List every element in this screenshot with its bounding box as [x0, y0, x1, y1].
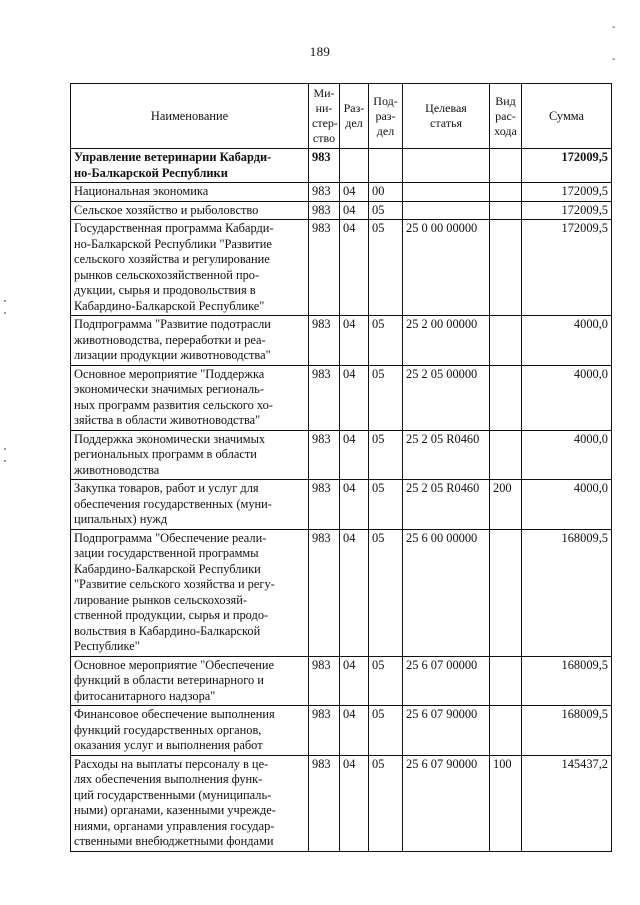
cell-ministry: 983 [309, 706, 340, 756]
cell-sum: 4000,0 [522, 480, 612, 530]
table-row [71, 706, 612, 756]
cell-subsection: 05 [369, 529, 403, 656]
cell-expense-type: 100 [490, 755, 522, 851]
cell-section: 04 [340, 430, 369, 480]
cell-section: 04 [340, 755, 369, 851]
cell-ministry: 983 [309, 316, 340, 366]
cell-target-article: 25 6 07 00000 [403, 656, 490, 706]
cell-section: 04 [340, 316, 369, 366]
cell-name: Закупка товаров, работ и услуг для обеспечения государственных (муни- ципальных) нужд [71, 480, 309, 530]
cell-expense-type [490, 201, 522, 220]
cell-target-article [403, 183, 490, 202]
cell-target-article [403, 201, 490, 220]
cell-target-article: 25 6 00 00000 [403, 529, 490, 656]
table-row [71, 656, 612, 706]
cell-subsection: 05 [369, 656, 403, 706]
scan-artifact [4, 0, 7, 905]
cell-name: Подпрограмма "Обеспечение реали- зации государственной программы Кабардино-Балкарской Республики "Развитие сельского хозяйства и регу- лирование рынков сельскохозяй- ственной продукции, сырья и продо- вольствия в Кабардино-Балкарской Республике" [71, 529, 309, 656]
cell-section: 04 [340, 656, 369, 706]
cell-section: 04 [340, 220, 369, 316]
cell-ministry: 983 [309, 149, 340, 183]
cell-sum: 172009,5 [522, 149, 612, 183]
cell-expense-type [490, 656, 522, 706]
table-row [71, 201, 612, 220]
cell-expense-type [490, 316, 522, 366]
header-target-article: Целевая статья [403, 84, 490, 149]
cell-name: Основное мероприятие "Обеспечение функций в области ветеринарного и фитосанитарного надзора" [71, 656, 309, 706]
cell-target-article: 25 0 00 00000 [403, 220, 490, 316]
cell-subsection: 05 [369, 365, 403, 430]
table-row [71, 220, 612, 316]
cell-name: Финансовое обеспечение выполнения функций государственных органов, оказания услуг и выполнения работ [71, 706, 309, 756]
cell-sum: 4000,0 [522, 365, 612, 430]
scan-mark: ˆ [612, 58, 616, 69]
table-row [71, 365, 612, 430]
cell-name: Национальная экономика [71, 183, 309, 202]
cell-target-article [403, 149, 490, 183]
cell-expense-type [490, 149, 522, 183]
table-row [71, 183, 612, 202]
cell-target-article: 25 2 05 R0460 [403, 430, 490, 480]
cell-subsection: 05 [369, 430, 403, 480]
cell-sum: 4000,0 [522, 430, 612, 480]
cell-section [340, 149, 369, 183]
cell-section: 04 [340, 706, 369, 756]
budget-table [70, 83, 612, 852]
cell-subsection: 00 [369, 183, 403, 202]
cell-ministry: 983 [309, 183, 340, 202]
header-section: Раз- дел [340, 84, 369, 149]
cell-sum: 172009,5 [522, 220, 612, 316]
cell-ministry: 983 [309, 430, 340, 480]
cell-sum: 168009,5 [522, 706, 612, 756]
cell-ministry: 983 [309, 480, 340, 530]
cell-name: Подпрограмма "Развитие подотрасли животноводства, переработки и реа- лизации продукции животноводства" [71, 316, 309, 366]
scan-mark: ˆ [612, 26, 616, 37]
cell-expense-type [490, 706, 522, 756]
cell-section: 04 [340, 183, 369, 202]
table-row [71, 430, 612, 480]
cell-ministry: 983 [309, 201, 340, 220]
cell-section: 04 [340, 480, 369, 530]
cell-name: Расходы на выплаты персоналу в це- лях обеспечения выполнения функ- ций государственными (муниципаль- ными) органами, казенными учрежде- ниями, органами управления государ- ственными внебюджетными фондами [71, 755, 309, 851]
cell-expense-type: 200 [490, 480, 522, 530]
header-name: Наименование [71, 84, 309, 149]
cell-section: 04 [340, 365, 369, 430]
table-header-row [71, 84, 612, 149]
cell-name: Управление ветеринарии Кабарди- но-Балкарской Республики [71, 149, 309, 183]
cell-name: Сельское хозяйство и рыболовство [71, 201, 309, 220]
cell-sum: 168009,5 [522, 656, 612, 706]
cell-section: 04 [340, 529, 369, 656]
cell-section: 04 [340, 201, 369, 220]
cell-subsection: 05 [369, 706, 403, 756]
table-row [71, 149, 612, 183]
header-expense-type: Вид рас- хода [490, 84, 522, 149]
page-number: 189 [309, 44, 331, 59]
cell-subsection: 05 [369, 316, 403, 366]
cell-expense-type [490, 430, 522, 480]
cell-ministry: 983 [309, 656, 340, 706]
cell-expense-type [490, 365, 522, 430]
cell-subsection: 05 [369, 755, 403, 851]
cell-target-article: 25 6 07 90000 [403, 706, 490, 756]
table-body [71, 149, 612, 852]
cell-target-article: 25 6 07 90000 [403, 755, 490, 851]
cell-expense-type [490, 529, 522, 656]
cell-expense-type [490, 220, 522, 316]
cell-sum: 172009,5 [522, 201, 612, 220]
cell-expense-type [490, 183, 522, 202]
table-row [71, 316, 612, 366]
cell-name: Поддержка экономически значимых региональных программ в области животноводства [71, 430, 309, 480]
cell-target-article: 25 2 05 00000 [403, 365, 490, 430]
cell-name: Государственная программа Кабарди- но-Балкарской Республики "Развитие сельского хозяйства и регулирование рынков сельскохозяйственной про- дукции, сырья и продовольствия в Кабардино-Балкарской Республике" [71, 220, 309, 316]
cell-subsection: 05 [369, 201, 403, 220]
cell-target-article: 25 2 00 00000 [403, 316, 490, 366]
table-row [71, 755, 612, 851]
header-sum: Сумма [522, 84, 612, 149]
header-ministry: Ми- ни- стер- ство [309, 84, 340, 149]
cell-sum: 4000,0 [522, 316, 612, 366]
table-row [71, 480, 612, 530]
cell-subsection: 05 [369, 220, 403, 316]
cell-sum: 145437,2 [522, 755, 612, 851]
header-subsection: Под- раз- дел [369, 84, 403, 149]
cell-sum: 168009,5 [522, 529, 612, 656]
cell-ministry: 983 [309, 365, 340, 430]
cell-ministry: 983 [309, 755, 340, 851]
cell-sum: 172009,5 [522, 183, 612, 202]
cell-subsection [369, 149, 403, 183]
cell-target-article: 25 2 05 R0460 [403, 480, 490, 530]
cell-subsection: 05 [369, 480, 403, 530]
cell-name: Основное мероприятие "Поддержка экономически значимых региональ- ных программ развития сельского хо- зяйства в области животноводства" [71, 365, 309, 430]
cell-ministry: 983 [309, 220, 340, 316]
cell-ministry: 983 [309, 529, 340, 656]
table-row [71, 529, 612, 656]
